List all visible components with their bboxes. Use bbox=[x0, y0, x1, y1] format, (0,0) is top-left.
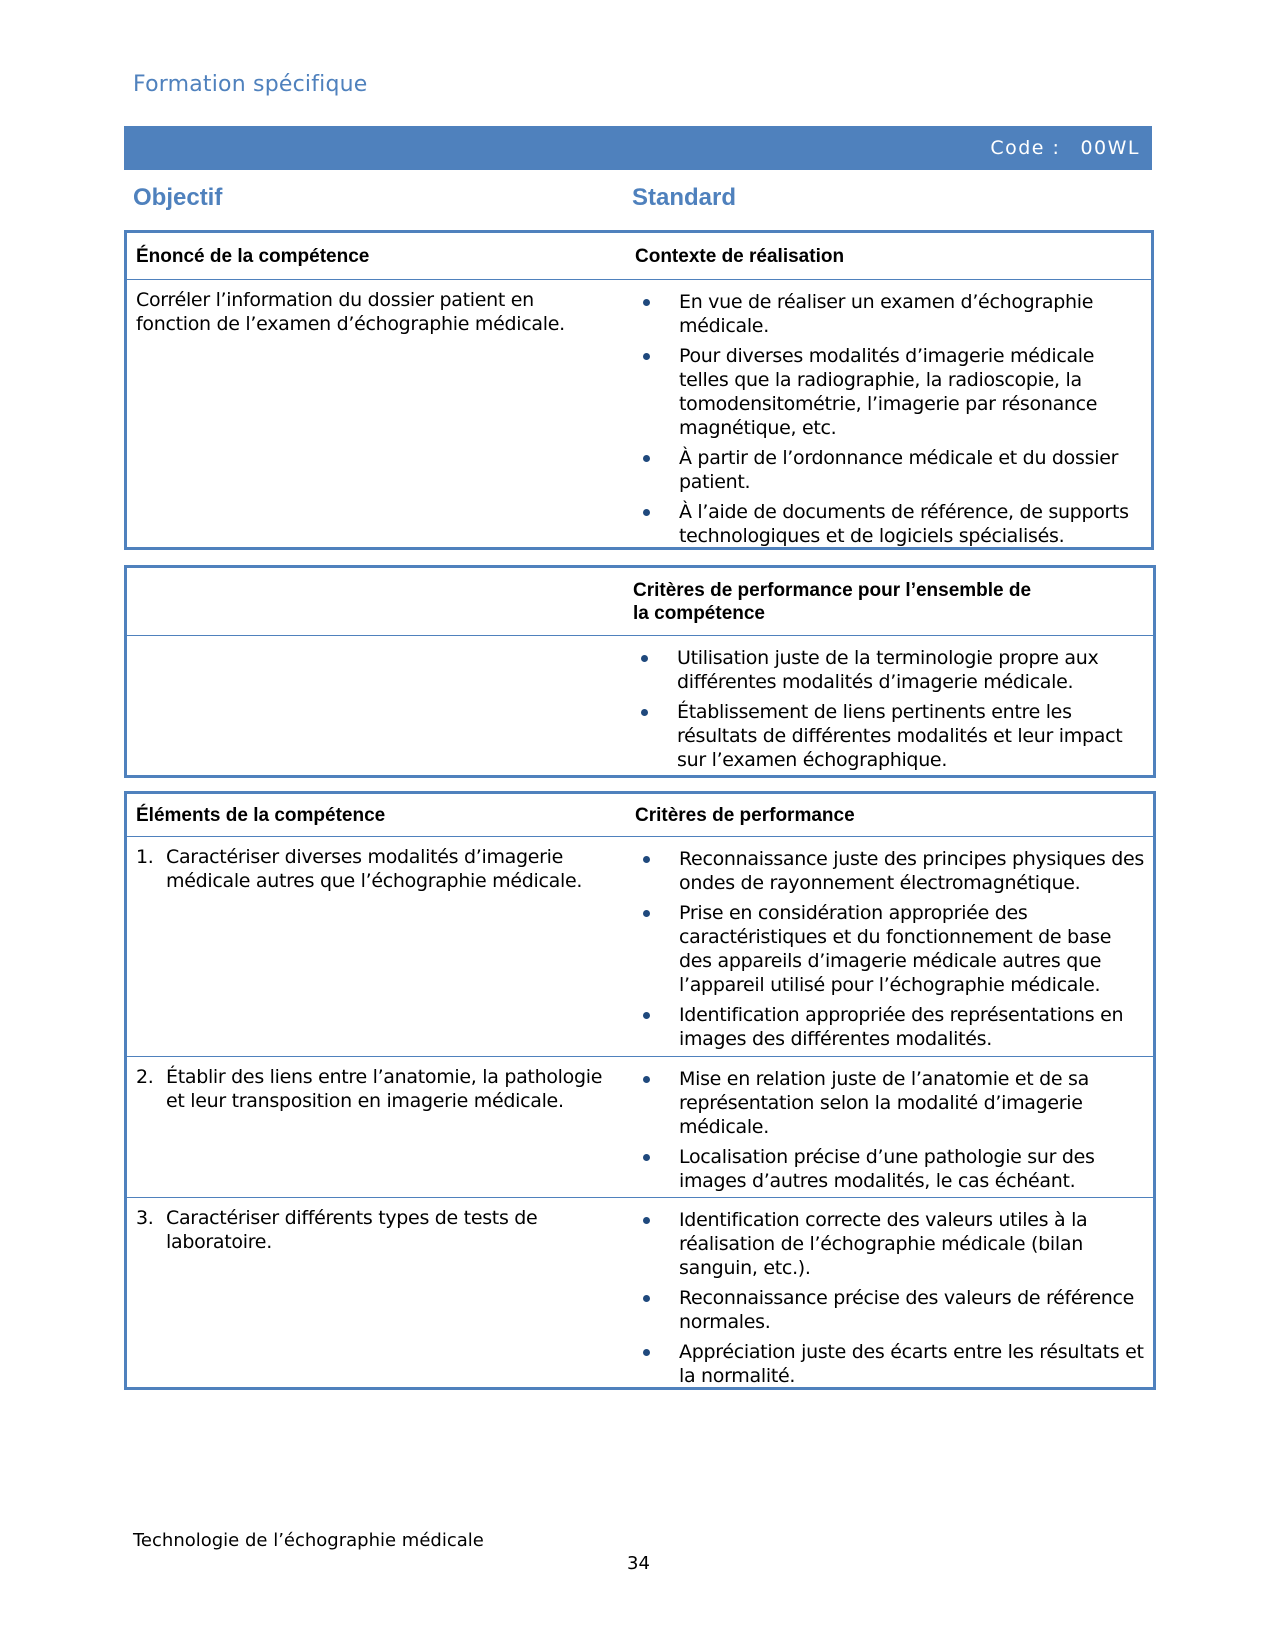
list-item: En vue de réaliser un examen d’échographie médicale. bbox=[635, 290, 1143, 338]
objectif-heading: Objectif bbox=[133, 184, 223, 211]
enonce-header: Énoncé de la compétence bbox=[136, 245, 370, 267]
enonce-table bbox=[124, 230, 1154, 550]
page-number: 34 bbox=[627, 1553, 650, 1574]
footer-program-title: Technologie de l’échographie médicale bbox=[133, 1530, 484, 1551]
standard-heading: Standard bbox=[632, 184, 737, 211]
elements-header: Éléments de la compétence bbox=[136, 804, 386, 826]
element-item bbox=[136, 845, 617, 893]
bullet-icon bbox=[643, 455, 650, 462]
enonce-header-row bbox=[127, 233, 1151, 279]
bullet-icon bbox=[641, 655, 648, 662]
bullet-icon bbox=[643, 299, 650, 306]
list-item: Établissement de liens pertinents entre les résultats de différentes modalités et leur impact sur l’examen échographique. bbox=[633, 700, 1145, 772]
code-label: Code : bbox=[990, 137, 1061, 159]
list-item: Pour diverses modalités d’imagerie médicale telles que la radiographie, la radioscopie, la tomodensitométrie, l’imagerie par résonance magnétique, etc. bbox=[635, 344, 1143, 440]
element-number: 3. bbox=[136, 1207, 154, 1229]
element-row-2 bbox=[127, 1056, 1153, 1197]
element-text: Caractériser diverses modalités d’imagerie médicale autres que l’échographie médicale. bbox=[166, 846, 583, 892]
list-item: À partir de l’ordonnance médicale et du dossier patient. bbox=[635, 446, 1143, 494]
list-item: À l’aide de documents de référence, de supports technologiques et de logiciels spécialisés. bbox=[635, 500, 1143, 548]
ensemble-header-row bbox=[127, 568, 1153, 635]
list-item: Reconnaissance juste des principes physiques des ondes de rayonnement électromagnétique. bbox=[635, 847, 1145, 895]
bullet-icon bbox=[643, 1217, 650, 1224]
element-text: Établir des liens entre l’anatomie, la pathologie et leur transposition en imagerie médicale. bbox=[166, 1066, 603, 1112]
section-title: Formation spécifique bbox=[133, 72, 368, 97]
criteres-header: Critères de performance bbox=[635, 804, 855, 826]
bullet-icon bbox=[641, 709, 648, 716]
ensemble-table bbox=[124, 565, 1156, 778]
element-row-1 bbox=[127, 836, 1153, 1056]
code-value: 00WL bbox=[1080, 137, 1140, 159]
enonce-body-row bbox=[127, 279, 1151, 556]
element-item bbox=[136, 1206, 617, 1254]
code-band bbox=[124, 126, 1152, 170]
bullet-icon bbox=[643, 1295, 650, 1302]
list-item: Localisation précise d’une pathologie sur des images d’autres modalités, le cas échéant. bbox=[635, 1145, 1145, 1193]
list-item: Utilisation juste de la terminologie propre aux différentes modalités d’imagerie médicale. bbox=[633, 646, 1145, 694]
list-item: Prise en considération appropriée des caractéristiques et du fonctionnement de base des appareils d’imagerie médicale autres que l’appareil utilisé pour l’échographie médicale. bbox=[635, 901, 1145, 997]
list-item: Identification appropriée des représentations en images des différentes modalités. bbox=[635, 1003, 1145, 1051]
element-row-3 bbox=[127, 1197, 1153, 1396]
element-text: Caractériser différents types de tests de laboratoire. bbox=[166, 1207, 538, 1253]
element-number: 2. bbox=[136, 1066, 154, 1088]
bullet-icon bbox=[643, 1012, 650, 1019]
bullet-icon bbox=[643, 509, 650, 516]
contexte-list bbox=[627, 280, 1151, 556]
enonce-text: Corréler l’information du dossier patient en fonction de l’examen d’échographie médicale. bbox=[136, 289, 565, 335]
elements-header-row bbox=[127, 794, 1153, 836]
list-item: Reconnaissance précise des valeurs de référence normales. bbox=[635, 1286, 1145, 1334]
list-item: Appréciation juste des écarts entre les résultats et la normalité. bbox=[635, 1340, 1145, 1388]
bullet-icon bbox=[643, 1154, 650, 1161]
ensemble-list bbox=[627, 636, 1153, 780]
ensemble-body-row bbox=[127, 635, 1153, 780]
ensemble-header: Critères de performance pour l’ensemble de la compétence bbox=[633, 579, 1032, 624]
element-number: 1. bbox=[136, 846, 154, 868]
bullet-icon bbox=[643, 910, 650, 917]
bullet-icon bbox=[643, 1349, 650, 1356]
contexte-header: Contexte de réalisation bbox=[635, 245, 845, 267]
elements-table bbox=[124, 791, 1156, 1390]
bullet-icon bbox=[643, 1076, 650, 1083]
list-item: Mise en relation juste de l’anatomie et de sa représentation selon la modalité d’imagerie médicale. bbox=[635, 1067, 1145, 1139]
bullet-icon bbox=[643, 856, 650, 863]
element-item bbox=[136, 1065, 617, 1113]
bullet-icon bbox=[643, 353, 650, 360]
list-item: Identification correcte des valeurs utiles à la réalisation de l’échographie médicale (bilan sanguin, etc.). bbox=[635, 1208, 1145, 1280]
